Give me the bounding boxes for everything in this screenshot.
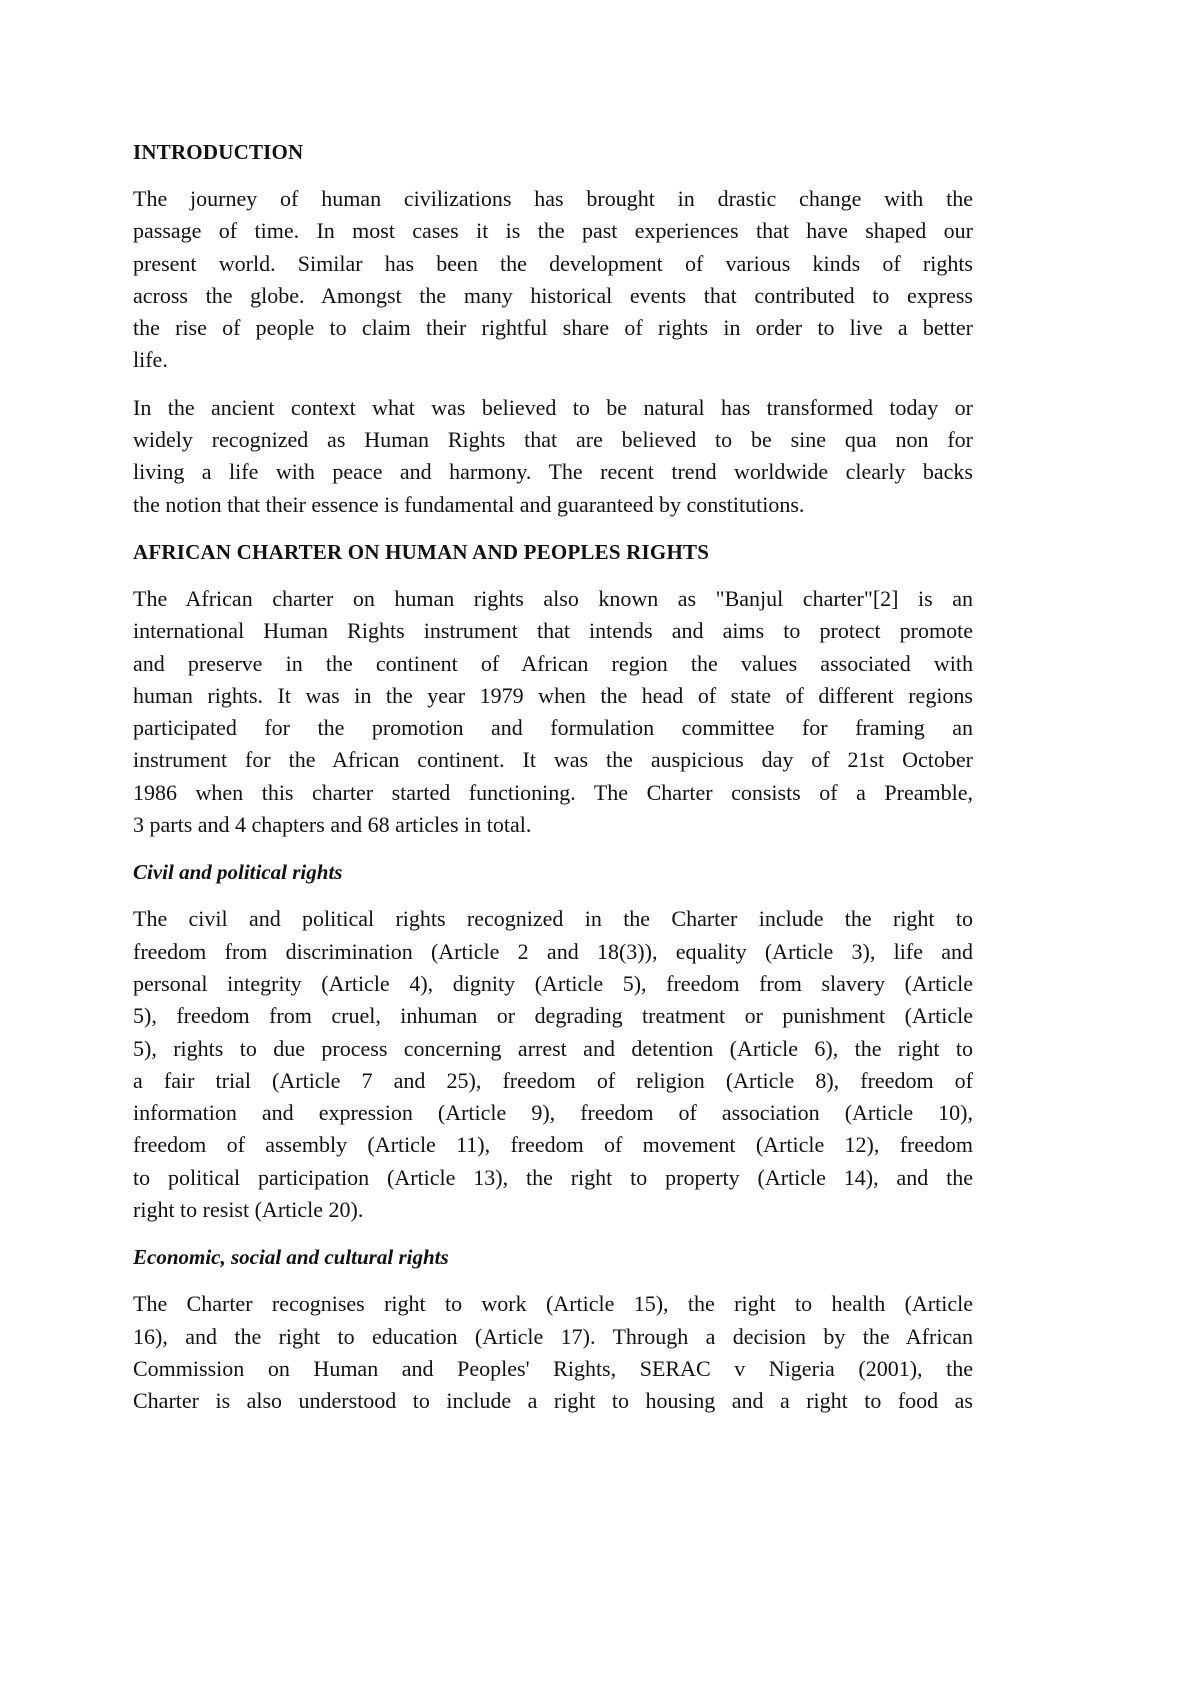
text-line: information and expression (Article 9), freedom of association (Article 10), (133, 1100, 973, 1126)
text-line: 1986 when this charter started functioning. The Charter consists of a Preamble, (133, 779, 973, 805)
paragraph (133, 1288, 973, 1417)
text-line: a fair trial (Article 7 and 25), freedom of religion (Article 8), freedom of (133, 1067, 973, 1093)
paragraph (133, 903, 973, 1226)
text-line: 5), freedom from cruel, inhuman or degrading treatment or punishment (Article (133, 1003, 973, 1029)
text-line: across the globe. Amongst the many historical events that contributed to express (133, 282, 973, 308)
text-line: passage of time. In most cases it is the past experiences that have shaped our (133, 218, 973, 244)
text-line: the rise of people to claim their rightful share of rights in order to live a better (133, 315, 973, 341)
text-line: instrument for the African continent. It was the auspicious day of 21st October (133, 747, 973, 773)
text-line: life. (133, 347, 168, 373)
text-line: personal integrity (Article 4), dignity (Article 5), freedom from slavery (Article (133, 970, 973, 996)
document-page (133, 136, 973, 1433)
text-line: 16), and the right to education (Article 17). Through a decision by the African (133, 1323, 973, 1349)
subsection-heading: Civil and political rights (133, 860, 343, 885)
text-line: international Human Rights instrument that intends and aims to protect promote (133, 618, 973, 644)
text-line: The Charter recognises right to work (Article 15), the right to health (Article (133, 1291, 973, 1317)
text-line: living a life with peace and harmony. The recent trend worldwide clearly backs (133, 459, 973, 485)
text-line: widely recognized as Human Rights that are believed to be sine qua non for (133, 427, 973, 453)
text-line: the notion that their essence is fundamental and guaranteed by constitutions. (133, 491, 805, 517)
paragraph (133, 183, 973, 377)
text-line: The civil and political rights recognized in the Charter include the right to (133, 906, 973, 932)
paragraph (133, 583, 973, 841)
text-line: Charter is also understood to include a right to housing and a right to food as (133, 1388, 973, 1414)
text-line: freedom of assembly (Article 11), freedom of movement (Article 12), freedom (133, 1132, 973, 1158)
text-line: and preserve in the continent of African region the values associated with (133, 650, 973, 676)
paragraph (133, 392, 973, 521)
text-line: human rights. It was in the year 1979 when the head of state of different regions (133, 682, 973, 708)
text-line: present world. Similar has been the development of various kinds of rights (133, 250, 973, 276)
text-line: Commission on Human and Peoples' Rights, SERAC v Nigeria (2001), the (133, 1355, 973, 1381)
text-line: The African charter on human rights also known as "Banjul charter"[2] is an (133, 585, 973, 611)
text-line: to political participation (Article 13), the right to property (Article 14), and the (133, 1164, 973, 1190)
text-line: right to resist (Article 20). (133, 1197, 364, 1223)
text-line: In the ancient context what was believed to be natural has transformed today or (133, 394, 973, 420)
text-line: 3 parts and 4 chapters and 68 articles in total. (133, 812, 532, 838)
text-line: participated for the promotion and formulation committee for framing an (133, 715, 973, 741)
text-line: 5), rights to due process concerning arrest and detention (Article 6), the right to (133, 1035, 973, 1061)
text-line: The journey of human civilizations has brought in drastic change with the (133, 186, 973, 211)
text-line: freedom from discrimination (Article 2 and 18(3)), equality (Article 3), life and (133, 938, 973, 964)
section-heading: INTRODUCTION (133, 140, 304, 164)
section-heading: AFRICAN CHARTER ON HUMAN AND PEOPLES RIGHTS (133, 539, 710, 564)
subsection-heading: Economic, social and cultural rights (133, 1245, 449, 1270)
